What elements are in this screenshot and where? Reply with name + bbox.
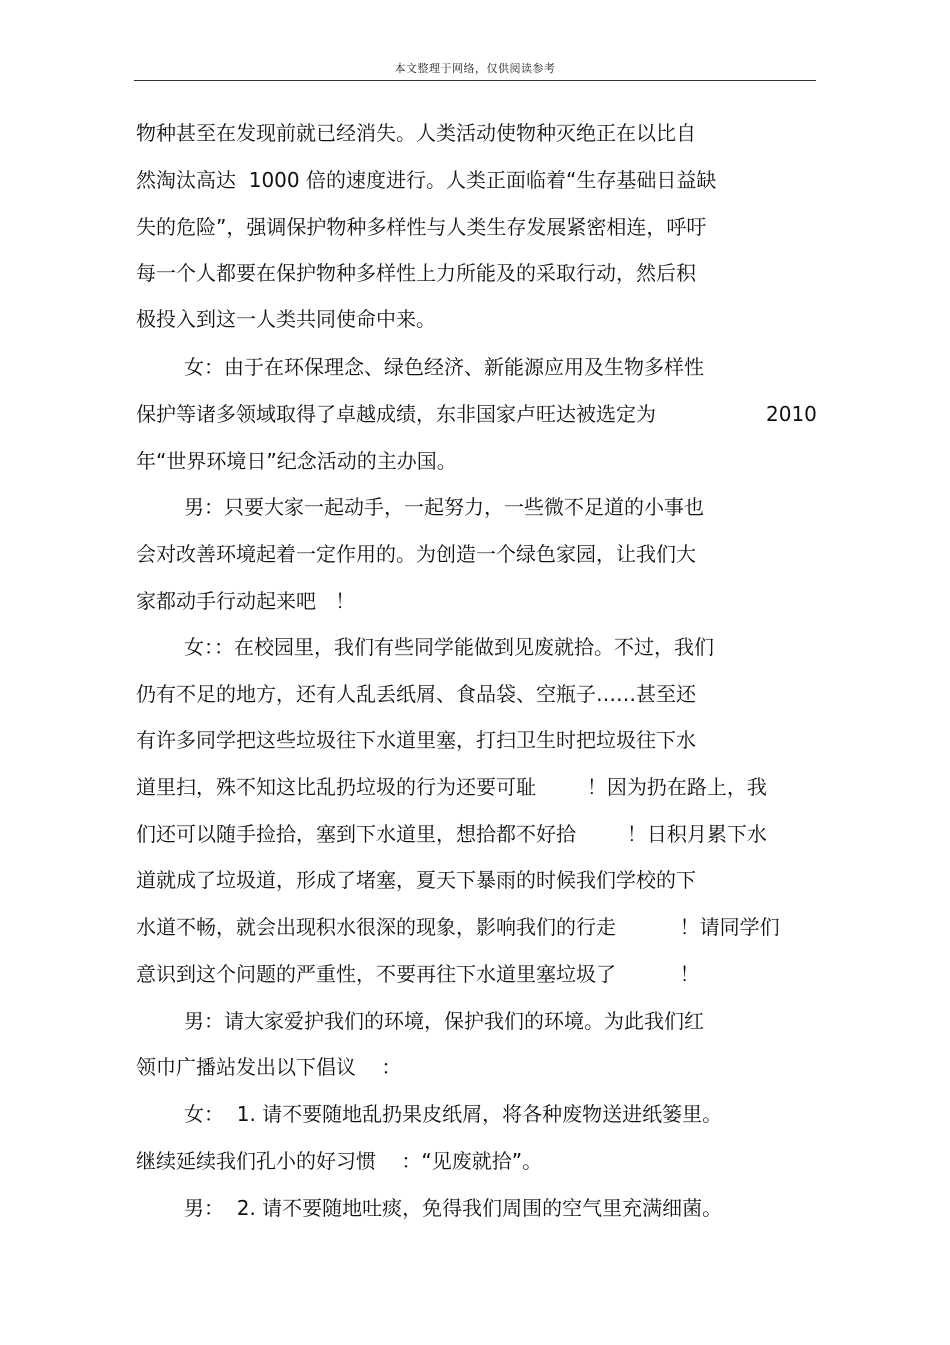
text-line: 领巾广播站发出以下倡议 ： [136, 1055, 402, 1079]
text-line: 道里扫，殊不知这比乱扔垃圾的行为还要可耻 ！因为扔在路上，我 [136, 775, 767, 799]
text-line: 每一个人都要在保护物种多样性上力所能及的采取行动，然后积 [136, 261, 696, 285]
text-line: 失的危险”，强调保护物种多样性与人类生存发展紧密相连，呼吁 [136, 215, 707, 239]
text-line: 男：请大家爱护我们的环境，保护我们的环境。为此我们红 [184, 1009, 704, 1033]
text-line: 家都动手行动起来吧 ！ [136, 589, 356, 613]
text-line: 会对改善环境起着一定作用的。为创造一个绿色家园，让我们大 [136, 542, 696, 566]
text-line: 男：只要大家一起动手，一起努力，一些微不足道的小事也 [184, 495, 704, 519]
text-line: 女：由于在环保理念、绿色经济、新能源应用及生物多样性 [184, 355, 704, 379]
header-rule [134, 80, 816, 81]
text-line: 2010 [766, 402, 817, 426]
text-line: 有许多同学把这些垃圾往下水道里塞，打扫卫生时把垃圾往下水 [136, 728, 696, 752]
text-line: 继续延续我们孔小的好习惯 ：“见废就拾”。 [136, 1149, 543, 1173]
text-line: 保护等诸多领域取得了卓越成绩，东非国家卢旺达被选定为 [136, 402, 656, 426]
text-line: 意识到这个问题的严重性，不要再往下水道里塞垃圾了 ！ [136, 962, 700, 986]
text-line: 极投入到这一人类共同使命中来。 [136, 307, 436, 331]
text-line: 然淘汰高达 1000 倍的速度进行。人类正面临着“生存基础日益缺 [136, 168, 717, 192]
page-header: 本文整理于网络，仅供阅读参考 [394, 62, 556, 75]
text-line: 水道不畅，就会出现积水很深的现象，影响我们的行走 ！请同学们 [136, 915, 780, 939]
text-line: 们还可以随手捡拾，塞到下水道里，想拾都不好拾 ！日积月累下水 [136, 822, 767, 846]
text-line: 年“世界环境日”纪念活动的主办国。 [136, 449, 457, 473]
text-line: 女：：在校园里，我们有些同学能做到见废就拾。不过，我们 [184, 635, 714, 659]
text-line: 仍有不足的地方，还有人乱丢纸屑、食品袋、空瓶子……甚至还 [136, 682, 696, 706]
text-line: 物种甚至在发现前就已经消失。人类活动使物种灭绝正在以比自 [136, 121, 696, 145]
text-line: 道就成了垃圾道，形成了堵塞，夏天下暴雨的时候我们学校的下 [136, 868, 696, 892]
text-line: 男： 2. 请不要随地吐痰，免得我们周围的空气里充满细菌。 [184, 1196, 723, 1220]
text-line: 女： 1. 请不要随地乱扔果皮纸屑，将各种废物送进纸篓里。 [184, 1102, 723, 1126]
